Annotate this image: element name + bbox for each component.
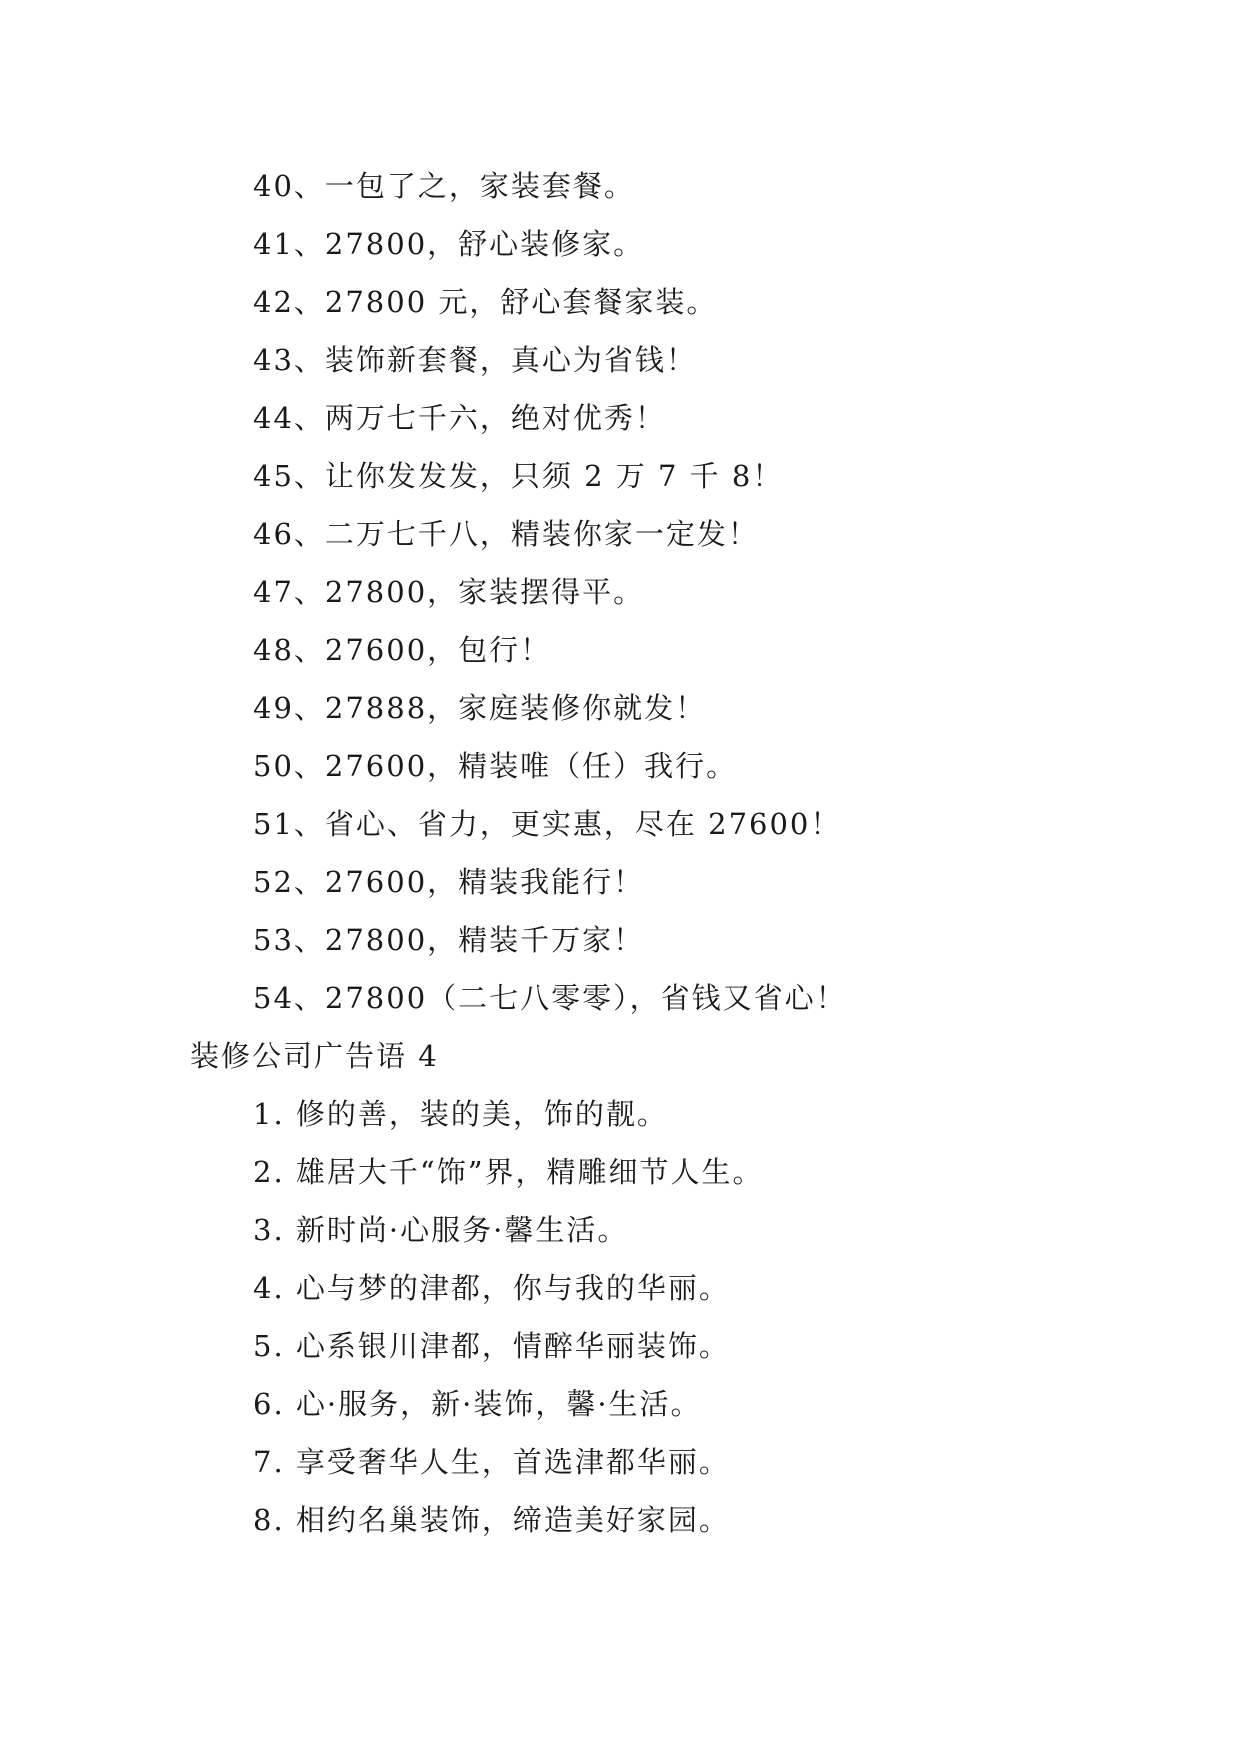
slogan-item: 6. 心·服务，新·装饰，馨·生活。: [253, 1387, 702, 1421]
slogan-item: 2. 雄居大千“饰”界，精雕细节人生。: [253, 1155, 764, 1189]
slogan-item: 1. 修的善，装的美，饰的靓。: [253, 1097, 668, 1131]
slogan-item: 3. 新时尚·心服务·馨生活。: [253, 1213, 629, 1247]
slogan-item: 40、一包了之，家装套餐。: [253, 169, 635, 203]
slogan-item: 44、两万七千六，绝对优秀！: [253, 401, 666, 435]
slogan-item: 52、27600，精装我能行！: [253, 865, 645, 899]
slogan-item: 53、27800，精装千万家！: [253, 923, 645, 957]
slogan-item: 45、让你发发发，只须 2 万 7 千 8！: [253, 459, 784, 493]
slogan-item: 41、27800，舒心装修家。: [253, 227, 645, 261]
slogan-item: 7. 享受奢华人生，首选津都华丽。: [253, 1445, 730, 1479]
slogan-item: 8. 相约名巢装饰，缔造美好家园。: [253, 1503, 730, 1537]
slogan-item: 4. 心与梦的津都，你与我的华丽。: [253, 1271, 730, 1305]
slogan-item: 43、装饰新套餐，真心为省钱！: [253, 343, 697, 377]
slogan-item: 50、27600，精装唯（任）我行。: [253, 749, 738, 783]
slogan-item: 46、二万七千八，精装你家一定发！: [253, 517, 759, 551]
slogan-item: 54、27800（二七八零零），省钱又省心！: [253, 981, 847, 1015]
slogan-item: 49、27888，家庭装修你就发！: [253, 691, 707, 725]
slogan-item: 48、27600，包行！: [253, 633, 552, 667]
slogan-item: 5. 心系银川津都，情醉华丽装饰。: [253, 1329, 730, 1363]
section-heading: 装修公司广告语 4: [190, 1039, 439, 1073]
slogan-item: 42、27800 元，舒心套餐家装。: [253, 285, 718, 319]
slogan-item: 51、省心、省力，更实惠，尽在 27600！: [253, 807, 842, 841]
slogan-item: 47、27800，家装摆得平。: [253, 575, 645, 609]
